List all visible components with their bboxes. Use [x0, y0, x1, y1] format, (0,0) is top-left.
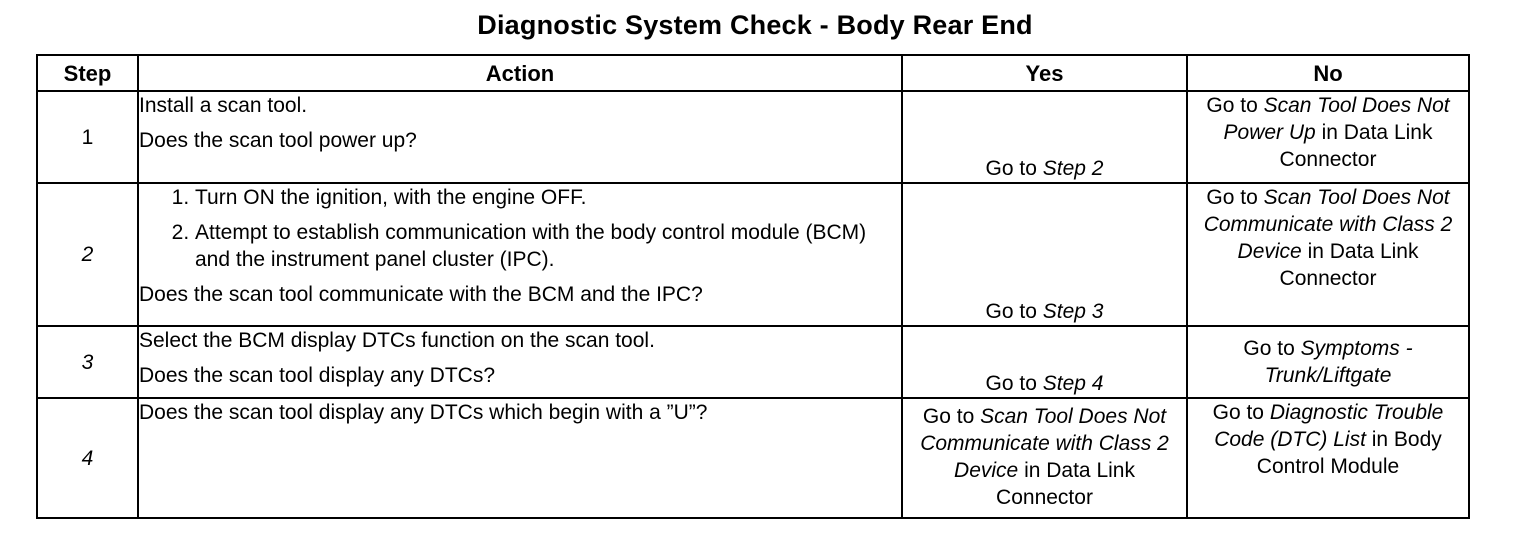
yes-link-scan-tool-no-communicate[interactable]: Scan Tool Does Not Communicate with Class 2 Device [920, 405, 1169, 482]
yes-cell [902, 398, 1187, 518]
no-text-pre: Go to [1206, 186, 1264, 209]
header-action: Action [138, 55, 902, 91]
yes-cell [902, 326, 1187, 398]
no-text-pre: Go to [1243, 337, 1301, 360]
header-row [37, 55, 1469, 91]
yes-text-pre: Go to [985, 372, 1043, 395]
table-row [37, 398, 1469, 518]
no-text-post: in Data Link Connector [1279, 121, 1433, 171]
no-text-pre: Go to [1206, 94, 1264, 117]
no-cell [1187, 91, 1469, 183]
step-number: 4 [37, 398, 138, 518]
action-question: Does the scan tool communicate with the BCM and the IPC? [139, 283, 703, 306]
yes-link-step-4[interactable]: Step 4 [1042, 372, 1104, 395]
yes-text-pre: Go to [985, 157, 1043, 180]
table-row [37, 91, 1469, 183]
table-row [37, 183, 1469, 326]
action-step-item: 1. Turn ON the ignition, with the engine OFF. [195, 184, 901, 211]
step-number: 3 [37, 326, 138, 398]
yes-cell [902, 183, 1187, 326]
no-link-scan-tool-no-power[interactable]: Scan Tool Does Not Power Up [1223, 94, 1450, 144]
no-text-post: in Data Link Connector [1279, 240, 1419, 290]
action-cell [138, 183, 902, 326]
no-cell [1187, 326, 1469, 398]
diagnostic-table [36, 54, 1470, 519]
action-steps-list [139, 184, 901, 273]
yes-cell [902, 91, 1187, 183]
no-text-pre: Go to [1212, 401, 1270, 424]
action-question: Does the scan tool display any DTCs which begin with a ”U”? [139, 401, 708, 424]
action-question: Does the scan tool display any DTCs? [139, 364, 496, 387]
no-cell [1187, 183, 1469, 326]
header-step: Step [37, 55, 138, 91]
page-title: Diagnostic System Check - Body Rear End [477, 10, 1033, 40]
header-no: No [1187, 55, 1469, 91]
action-question: Does the scan tool power up? [139, 129, 417, 152]
yes-text-post: in Data Link Connector [996, 459, 1135, 509]
action-cell [138, 326, 902, 398]
action-cell [138, 91, 902, 183]
step-number: 2 [37, 183, 138, 326]
no-link-symptoms-trunk-liftgate[interactable]: Symptoms - Trunk/Liftgate [1264, 337, 1413, 387]
action-text: Select the BCM display DTCs function on the scan tool. [139, 329, 655, 352]
action-step-item: 2. Attempt to establish communication with the body control module (BCM) and the instrument panel cluster (IPC). [195, 219, 901, 273]
yes-link-step-2[interactable]: Step 2 [1042, 157, 1104, 180]
yes-link-step-3[interactable]: Step 3 [1042, 300, 1104, 323]
step-number: 1 [37, 91, 138, 183]
yes-text-pre: Go to [922, 405, 981, 428]
table-row [37, 326, 1469, 398]
no-link-scan-tool-no-communicate[interactable]: Scan Tool Does Not Communicate with Class 2 Device [1203, 186, 1453, 263]
no-link-dtc-list[interactable]: Diagnostic Trouble Code (DTC) List [1214, 401, 1444, 451]
action-cell [138, 398, 902, 518]
yes-text-pre: Go to [985, 300, 1043, 323]
no-text-post: in Body Control Module [1256, 428, 1442, 478]
action-text: Install a scan tool. [139, 94, 308, 117]
no-cell [1187, 398, 1469, 518]
header-yes: Yes [902, 55, 1187, 91]
